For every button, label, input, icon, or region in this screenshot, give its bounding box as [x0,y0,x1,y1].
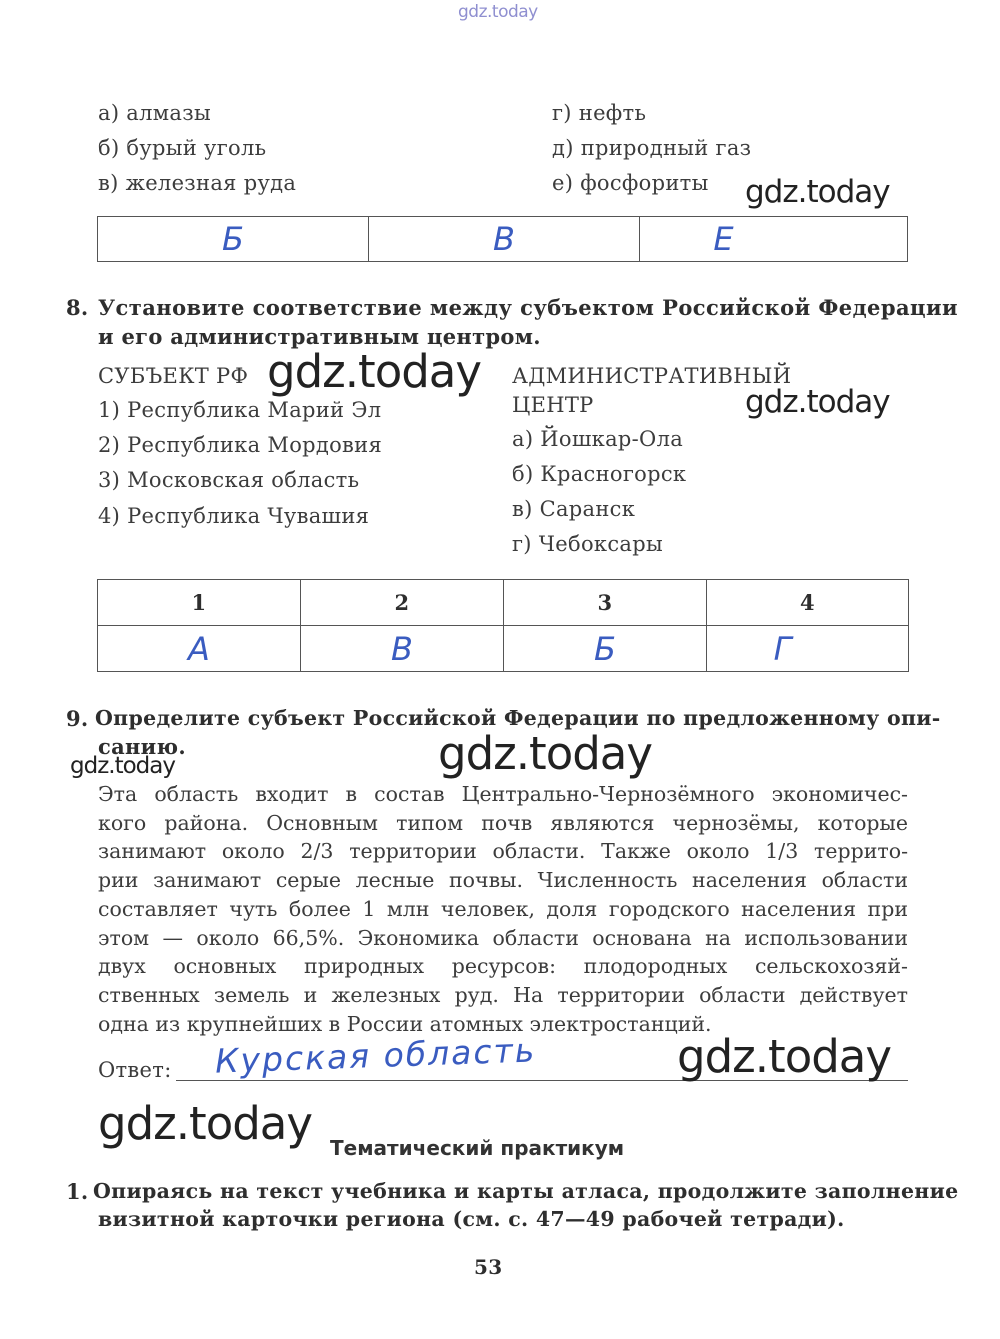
q8-center-d: г) Чебоксары [512,532,663,556]
watermark: gdz.today [745,174,890,210]
q9-text-line: одна из крупнейших в России атомных электростанций. [98,1011,712,1036]
watermark: gdz.today [70,753,175,779]
q9-text-line: двух основных природных ресурсов: плодородных сельскохозяй- [98,954,908,979]
q8-table-header: 1 [98,580,301,626]
q9-answer-label: Ответ: [98,1058,172,1082]
page-number: 53 [474,1255,503,1279]
q9-number: 9. [66,706,89,731]
q8-subject-2: 2) Республика Мордовия [98,433,383,457]
q7-answer-table [97,216,908,262]
q8-table-header: 4 [707,580,909,626]
q8-title-line1: Установите соответствие между субъектом Российской Федерации [98,295,959,320]
q8-answer-cell[interactable]: Г [707,626,909,672]
q8-subject-4: 4) Республика Чувашия [98,504,370,528]
q8-center-a: а) Йошкар-Ола [512,427,684,451]
p1-line2: визитной карточки региона (см. с. 47—49 рабочей тетради). [98,1207,845,1231]
q9-title-line1: Определите субъект Российской Федерации по предложенному опи- [95,706,941,730]
q8-center-b: б) Красногорск [512,462,687,486]
watermark: gdz.today [438,727,653,780]
p1-line1: Опираясь на текст учебника и карты атласа, продолжите заполнение [93,1179,959,1203]
p1-number: 1. [66,1179,89,1204]
q8-subject-3: 3) Московская область [98,468,360,492]
q8-subject-1: 1) Республика Марий Эл [98,398,382,422]
q7-option-d: г) нефть [552,101,647,125]
q8-right-header-line2: ЦЕНТР [512,393,594,417]
q8-table-header: 3 [504,580,707,626]
q8-title-line2: и его административным центром. [98,324,541,349]
q7-answer-cell[interactable]: Б [98,217,369,262]
q8-number: 8. [66,295,89,320]
top-watermark: gdz.today [458,2,538,22]
watermark: gdz.today [267,345,482,398]
watermark: gdz.today [745,384,890,420]
watermark: gdz.today [677,1030,892,1083]
watermark: gdz.today [98,1097,313,1150]
q9-description [98,780,908,1038]
q9-text-line: этом — около 66,5%. Экономика области основана на использовании [98,925,908,950]
q8-table-header: 2 [301,580,504,626]
q8-answer-cell[interactable]: Б [504,626,707,672]
q8-right-header-line1: АДМИНИСТРАТИВНЫЙ [512,364,792,388]
q7-answer-cell[interactable]: В [369,217,640,262]
q7-option-e: д) природный газ [552,136,752,160]
q7-option-f: е) фосфориты [552,171,709,195]
q7-answer-cell[interactable]: Е [640,217,908,262]
q8-answer-table [97,579,909,672]
q9-title-line2: санию. [98,734,186,759]
q8-answer-cell[interactable]: В [301,626,504,672]
q9-text-line: Эта область входит в состав Центрально-Чернозёмного экономичес- [98,782,908,806]
q9-text-line: кого района. Основным типом почв являются чернозёмы, которые [98,810,908,835]
q8-answer-cell[interactable]: А [98,626,301,672]
q7-option-a: а) алмазы [98,101,211,125]
q8-center-c: в) Саранск [512,497,636,521]
q7-option-b: б) бурый уголь [98,136,267,160]
q9-text-line: составляет чуть более 1 млн человек, доля городского населения при [98,896,908,921]
q9-text-line: рии занимают серые лесные почвы. Численность населения области [98,868,908,893]
q9-text-line: занимают около 2/3 территории области. Также около 1/3 террито- [98,839,908,864]
q8-left-header: СУБЪЕКТ РФ [98,364,249,388]
section-title: Тематический практикум [330,1136,625,1160]
q9-text-line: ственных земель и железных руд. На территории области действует [98,982,908,1007]
q9-answer-input[interactable]: Курская область [214,1030,537,1081]
q7-option-c: в) железная руда [98,171,297,195]
